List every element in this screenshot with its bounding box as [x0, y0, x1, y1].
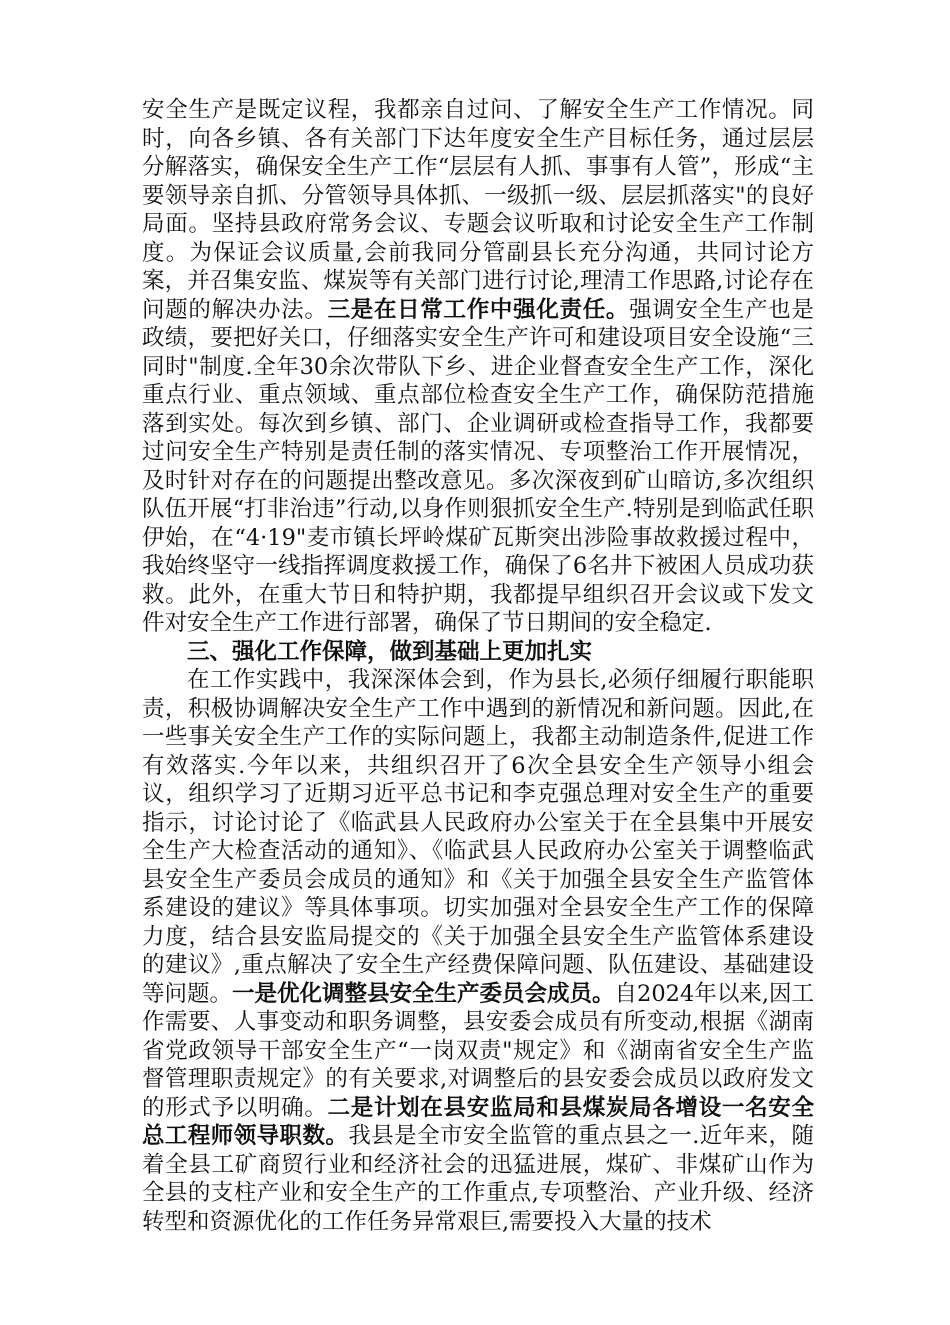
paragraph-text: 安全生产是既定议程，我都亲自过问、了解安全生产工作情况。同时，向各乡镇、各有关部门下达年度安全生产目标任务，通过层层分解落实，确保安全生产工作“层层有人抓、事事有人管”，形成“主要领导亲自抓、分管领导具体抓、一级抓一级、层层抓落实"的良好局面。坚持县政府常务会议、专题会议听取和讨论安全生产工作制度。为保证会议质量,会前我同分管副县长充分沟通，共同讨论方案，并召集安监、煤炭等有关部门进行讨论,理清工作思路,讨论存在问题的解决办法。 — [142, 97, 814, 323]
bold-lead-phrase: 三是在日常工作中强化责任。 — [327, 296, 630, 323]
bold-lead-phrase: 一是优化调整县安全生产委员会成员。 — [232, 980, 615, 1007]
paragraph-text: 自2024年以来,因工作需要、人事变动和职务调整，县安委会成员有所变动,根据《湖南省党政领导干部安全生产“一岗双责"规定》和《湖南省安全生产监督管理职责规定》的有关要求,对调整后的县安委会成员以政府发文的形式予以明确。 — [142, 980, 814, 1121]
body-paragraph — [142, 666, 814, 1236]
body-paragraph — [142, 96, 814, 638]
document-page — [142, 96, 814, 1236]
paragraph-text: 在工作实践中，我深深体会到，作为县长,必须仔细履行职能职责，积极协调解决安全生产工作中遇到的新情况和新问题。因此,在一些事关安全生产工作的实际问题上，我都主动制造条件,促进工作有效落实.今年以来，共组织召开了6次全县安全生产领导小组会议，组织学习了近期习近平总书记和李克强总理对安全生产的重要指示，讨论讨论了《临武县人民政府办公室关于在全县集中开展安全生产大检查活动的通知》、《临武县人民政府办公室关于调整临武县安全生产委员会成员的通知》和《关于加强全县安全生产监管体系建设的建议》等具体事项。切实加强对全县安全生产工作的保障力度，结合县安监局提交的《关于加强全县安全生产监管体系建设的建议》,重点解决了安全生产经费保障问题、队伍建设、基础建设等问题。 — [142, 667, 814, 1007]
paragraph-text: 强调安全生产也是政绩，要把好关口，仔细落实安全生产许可和建设项目安全设施“三同时"制度.全年30余次带队下乡、进企业督查安全生产工作，深化重点行业、重点领域、重点部位检查安全生产工作，确保防范措施落到实处。每次到乡镇、部门、企业调研或检查指导工作，我都要过问安全生产特别是责任制的落实情况、专项整治工作开展情况，及时针对存在的问题提出整改意见。多次深夜到矿山暗访,多次组织队伍开展“打非治违”行动,以身作则狠抓安全生产.特别是到临武任职伊始，在“4·19"麦市镇长坪岭煤矿瓦斯突出涉险事故救援过程中，我始终坚守一线指挥调度救援工作，确保了6名井下被困人员成功获救。此外，在重大节日和特护期，我都提早组织召开会议或下发文件对安全生产工作进行部署，确保了节日期间的安全稳定. — [142, 296, 814, 636]
bold-lead-phrase: 二是计划在县安监局和县煤炭局各增设一名安全总工程师领导职数。 — [142, 1094, 814, 1149]
section-heading: 三、强化工作保障，做到基础上更加扎实 — [187, 638, 593, 665]
paragraph-text: 我县是全市安全监管的重点县之一.近年来，随着全县工矿商贸行业和经济社会的迅猛进展，煤矿、非煤矿山作为全县的支柱产业和安全生产的工作重点,专项整治、产业升级、经济转型和资源优化的工作任务异常艰巨,需要投入大量的技术 — [142, 1123, 814, 1235]
